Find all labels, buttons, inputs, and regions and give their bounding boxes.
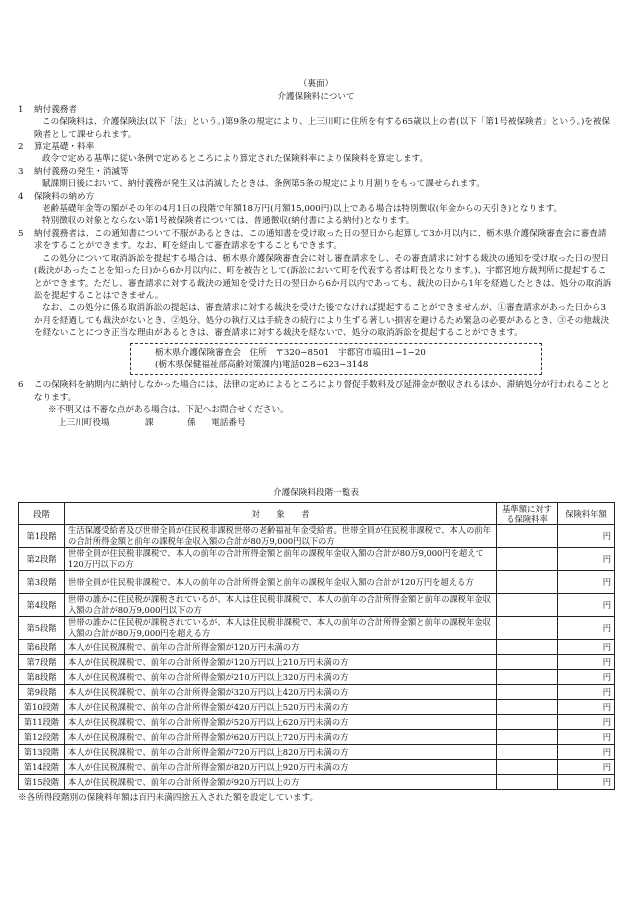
section-number: 3 [18,166,24,177]
section-number: 6 [18,380,24,391]
table-row [19,730,615,745]
target-cell: 世帯全員が住民税非課税で、本人の前年の合計所得金額と前年の課税年金収入額の合計が80万9,000円を超えて120万円以下の方 [65,548,497,571]
section-label: 係 [187,417,196,428]
annual-cell: 円 [558,594,615,617]
section-1 [18,104,614,141]
section-6 [18,379,614,404]
section-title: 保険料の納め方 [34,191,95,202]
section-3 [18,166,614,191]
target-cell: 本人が住民税課税で、前年の合計所得金額が320万円以上420万円未満の方 [65,685,497,700]
header-stage: 段階 [19,503,65,525]
rate-cell [497,715,558,730]
inquiry-box [130,343,542,376]
table-row [19,760,615,775]
inquiry-address: 栃木県介護保険審査会 住所 〒320−8501 宇都宮市塙田1−1−20 [155,347,426,358]
table-row [19,571,615,594]
section-body: 賦課期日後において、納付義務が発生又は消滅したときは、条例第5条の規定により月割りをもって課せられます。 [42,179,485,190]
target-cell: 世帯の誰かに住民税が課税されているが、本人は住民税非課税で、本人の前年の合計所得金額と前年の課税年金収入額の合計が80万9,000円を超える方 [65,617,497,640]
premium-stage-table [18,502,615,790]
rate-cell [497,730,558,745]
annual-cell: 円 [558,700,615,715]
annual-cell: 円 [558,655,615,670]
header-annual: 保険料年額 [558,503,615,525]
annual-cell: 円 [558,715,615,730]
table-row [19,685,615,700]
table-footnote: ※各所得段階別の保険料年額は百円未満四捨五入された額を設定しています。 [18,793,319,804]
stage-cell: 第4段階 [19,594,65,617]
page-title: 介護保険料について [277,92,355,103]
stage-cell: 第12段階 [19,730,65,745]
rate-cell [497,548,558,571]
table-title: 介護保険料段階一覧表 [273,488,359,498]
annual-cell: 円 [558,617,615,640]
rate-cell [497,525,558,548]
section-number: 2 [18,142,24,153]
stage-cell: 第6段階 [19,640,65,655]
table-row [19,775,615,790]
rate-cell [497,594,558,617]
annual-cell: 円 [558,571,615,594]
target-cell: 本人が住民税課税で、前年の合計所得金額が120万円以上210万円未満の方 [65,655,497,670]
section-title: 納付義務者は、この通知書について不服があるときは、この通知書を受け取った日の翌日から起算して3か月以内に、栃木県介護保険審査会に審査請求をすることができます。なお、町を経由して審査請求をすることもできます。 [34,228,607,252]
target-cell: 世帯の誰かに住民税が課税されているが、本人は住民税非課税で、本人の前年の合計所得金額と前年の課税年金収入額の合計が80万9,000円以下の方 [65,594,497,617]
section-title: 算定基礎・料率 [34,142,95,153]
rate-cell [497,670,558,685]
rate-cell [497,655,558,670]
section-title: 納付義務の発生・消滅等 [34,166,129,177]
table-row [19,525,615,548]
stage-cell: 第3段階 [19,571,65,594]
section-number: 5 [18,228,24,239]
rate-cell [497,571,558,594]
section-number: 4 [18,191,24,202]
rate-cell [497,775,558,790]
rate-cell [497,617,558,640]
header-target: 対 象 者 [65,503,497,525]
rate-cell [497,685,558,700]
reverse-side-label: （裏面） [298,79,334,89]
rate-cell [497,700,558,715]
annual-cell: 円 [558,640,615,655]
section-body: 老齢基礎年金等の額がその年の4月1日の段階で年額18万円(月額15,000円)以上である場合は特別徴収(年金からの天引き)となります。 [42,204,563,215]
annual-cell: 円 [558,775,615,790]
target-cell: 本人が住民税課税で、前年の合計所得金額が120万円未満の方 [65,640,497,655]
section-body: この保険料を納期内に納付しなかった場合には、法律の定めによるところにより督促手数料及び延滞金が徴収されるほか、滞納処分が行われることとなります。 [34,380,610,403]
target-cell: 本人が住民税課税で、前年の合計所得金額が720万円以上820万円未満の方 [65,745,497,760]
annual-cell: 円 [558,760,615,775]
phone-label: 電話番号 [211,417,246,428]
target-cell: 本人が住民税課税で、前年の合計所得金額が420万円以上520万円未満の方 [65,700,497,715]
stage-cell: 第14段階 [19,760,65,775]
inquiry-note: ※不明又は不審な点がある場合は、下記へお問合せください。 [48,405,289,416]
section-5 [18,228,614,375]
section-body: この保険料は、介護保険法(以下「法」という。)第9条の規定により、上三川町に住所を有する65歳以上の者(以下「第1号被保険者」という。)を被保険者として課せられます。 [34,117,611,140]
target-cell: 本人が住民税課税で、前年の合計所得金額が820万円以上920万円未満の方 [65,760,497,775]
annual-cell: 円 [558,548,615,571]
section-body: 特別徴収の対象とならない第1号被保険者については、普通徴収(納付書による納付)となります。 [42,216,415,227]
rate-cell [497,640,558,655]
table-row [19,617,615,640]
stage-cell: 第7段階 [19,655,65,670]
annual-cell: 円 [558,525,615,548]
stage-cell: 第15段階 [19,775,65,790]
section-title: 納付義務者 [34,104,77,115]
section-number: 1 [18,104,24,115]
target-cell: 本人が住民税課税で、前年の合計所得金額が620万円以上720万円未満の方 [65,730,497,745]
table-header-row [19,503,615,525]
target-cell: 本人が住民税課税で、前年の合計所得金額が520万円以上620万円未満の方 [65,715,497,730]
target-cell: 世帯全員が住民税非課税で、本人の前年の合計所得金額と前年の課税年金収入額の合計が120万円を超える方 [65,571,497,594]
premium-stage-table-section [18,487,614,805]
stage-cell: 第8段階 [19,670,65,685]
rate-cell [497,745,558,760]
table-row [19,594,615,617]
stage-cell: 第11段階 [19,715,65,730]
stage-cell: 第2段階 [19,548,65,571]
target-cell: 本人が住民税課税で、前年の合計所得金額が920万円以上の方 [65,775,497,790]
stage-cell: 第9段階 [19,685,65,700]
table-row [19,745,615,760]
section-body: この処分について取消訴訟を提起する場合は、栃木県介護保険審査会に対し審査請求をし、その審査請求に対する裁決の通知を受け取った日の翌日(裁決があったことを知った日)から6か月以内に、町を被告として(訴訟において町を代表する者は町長となります。)、宇都宮地方裁判所に提起することができます。ただし、審査請求に対する裁決の通知を受けた日の翌日から6か月以内であっても、裁決の日から1年を経過したときは、処分の取消訴訟を提起することはできません。 [34,253,612,301]
target-cell: 本人が住民税課税で、前年の合計所得金額が210万円以上320万円未満の方 [65,670,497,685]
annual-cell: 円 [558,685,615,700]
contact-line [18,417,614,429]
stage-cell: 第5段階 [19,617,65,640]
table-row [19,670,615,685]
rate-cell [497,760,558,775]
stage-cell: 第13段階 [19,745,65,760]
table-row [19,548,615,571]
target-cell: 生活保護受給者及び世帯全員が住民税非課税世帯の老齢福祉年金受給者。世帯全員が住民税非課税で、本人の前年の合計所得金額と前年の課税年金収入額の合計が80万9,000円以下の方 [65,525,497,548]
header-rate: 基準額に対する保険料率 [497,503,558,525]
annual-cell: 円 [558,745,615,760]
section-4 [18,191,614,228]
table-row [19,655,615,670]
table-row [19,700,615,715]
section-body: なお、この処分に係る取消訴訟の提起は、審査請求に対する裁決を受けた後でなければ提起することができませんが、①審査請求があった日から3か月を経過しても裁決がないとき、②処分、処分の執行又は手続きの続行により生ずる著しい損害を避けるため緊急の必要があるとき、③その他裁決を経ないことにつき正当な理由があるときは、審査請求に対する裁決を経ないで、処分の取消訴訟を提起することができます。 [34,303,610,339]
table-body [19,525,615,790]
notice-body [18,78,614,429]
stage-cell: 第10段階 [19,700,65,715]
annual-cell: 円 [558,670,615,685]
division-label: 課 [145,417,154,428]
table-row [19,640,615,655]
stage-cell: 第1段階 [19,525,65,548]
table-row [19,715,615,730]
section-body: 政令で定める基準に従い条例で定めるところにより算定された保険料率により保険料を算定します。 [42,154,429,165]
office-name: 上三川町役場 [58,417,110,428]
inquiry-phone: (栃木県保健福祉部高齢対策課内)電話028−623−3148 [155,359,369,370]
section-2 [18,141,614,166]
annual-cell: 円 [558,730,615,745]
